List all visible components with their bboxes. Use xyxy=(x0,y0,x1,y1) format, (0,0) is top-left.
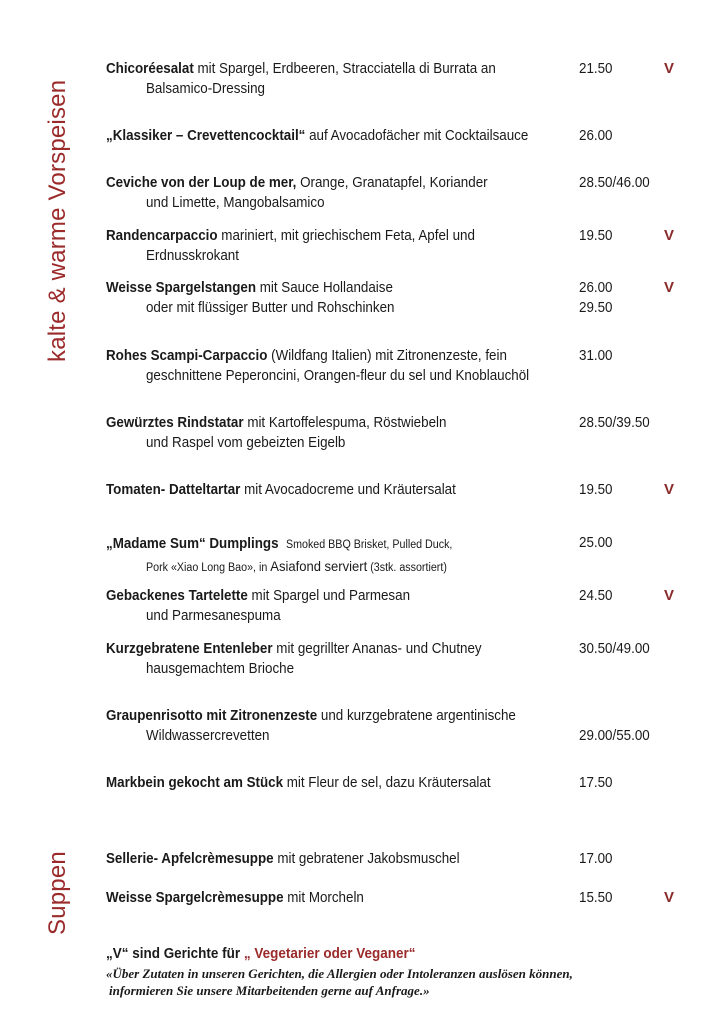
section-label-starters: kalte & warme Vorspeisen xyxy=(44,79,71,362)
item-price: 19.50 xyxy=(579,482,613,498)
item-price: 21.50 xyxy=(579,61,613,77)
vegetarian-marker: V xyxy=(664,279,675,296)
item-price: 30.50/49.00 xyxy=(579,641,650,657)
menu-item: Sellerie- Apfelcrèmesuppe mit gebratener Jakobsmuschel xyxy=(106,851,460,867)
menu-item: Randencarpaccio mariniert, mit griechischem Feta, Apfel und Erdnusskrokant xyxy=(106,228,475,264)
menu-item: Graupenrisotto mit Zitronenzeste und kurzgebratene argentinische Wildwassercrevetten xyxy=(106,708,516,744)
menu-item: Weisse Spargelstangen mit Sauce Hollandaise oder mit flüssiger Butter und Rohschinken xyxy=(106,280,395,316)
menu-item: Chicoréesalat mit Spargel, Erdbeeren, Stracciatella di Burrata an Balsamico-Dressing xyxy=(106,61,496,97)
allergy-note: «Über Zutaten in unseren Gerichten, die Allergien oder Intoleranzen auslösen können, informieren Sie unsere Mitarbeitenden gerne auf Anfrage.» xyxy=(106,966,573,998)
menu-item: Weisse Spargelcrèmesuppe mit Morcheln xyxy=(106,890,364,906)
item-price: 28.50/39.50 xyxy=(579,415,650,431)
item-price: 17.00 xyxy=(579,851,613,867)
item-price: 19.50 xyxy=(579,228,613,244)
menu-item: „Klassiker – Crevettencocktail“ auf Avocadofächer mit Cocktailsauce xyxy=(106,128,529,144)
item-price: 15.50 xyxy=(579,890,613,906)
item-price: 26.00 xyxy=(579,128,613,144)
vegetarian-legend: „V“ sind Gerichte für „ Vegetarier oder Veganer“ xyxy=(106,946,416,962)
menu-item: Gebackenes Tartelette mit Spargel und Parmesan und Parmesanespuma xyxy=(106,588,411,624)
vegetarian-marker: V xyxy=(664,227,675,244)
item-price: 31.00 xyxy=(579,348,613,364)
item-price: 25.00 xyxy=(579,535,613,551)
item-price: 28.50/46.00 xyxy=(579,175,650,191)
item-price: 17.50 xyxy=(579,775,613,791)
item-price: 24.50 xyxy=(579,588,613,604)
item-price: 29.00/55.00 xyxy=(579,728,650,744)
section-label-soups: Suppen xyxy=(44,851,71,935)
menu-item: Rohes Scampi-Carpaccio (Wildfang Italien) mit Zitronenzeste, fein geschnittene Peperoncini, Orangen-fleur du sel und Knoblauchöl xyxy=(106,348,530,384)
menu-item: Gewürztes Rindstatar mit Kartoffelespuma, Röstwiebeln und Raspel vom gebeizten Eigelb xyxy=(106,415,447,451)
menu-item: Ceviche von der Loup de mer, Orange, Granatapfel, Koriander und Limette, Mangobalsamico xyxy=(106,175,488,211)
vegetarian-marker: V xyxy=(664,60,675,77)
vegetarian-marker: V xyxy=(664,481,675,498)
item-price: 26.00 xyxy=(579,280,613,296)
menu-item: Tomaten- Datteltartar mit Avocadocreme und Kräutersalat xyxy=(106,482,456,498)
menu-item: „Madame Sum“ Dumplings Smoked BBQ Brisket, Pulled Duck, Pork «Xiao Long Bao», in Asiafond serviert (3stk. assortiert) xyxy=(106,536,453,574)
menu-item: Kurzgebratene Entenleber mit gegrillter Ananas- und Chutney hausgemachtem Brioche xyxy=(106,641,482,677)
item-price-alt: 29.50 xyxy=(579,300,613,316)
menu-item: Markbein gekocht am Stück mit Fleur de sel, dazu Kräutersalat xyxy=(106,775,491,791)
vegetarian-marker: V xyxy=(664,587,675,604)
vegetarian-marker: V xyxy=(664,889,675,906)
